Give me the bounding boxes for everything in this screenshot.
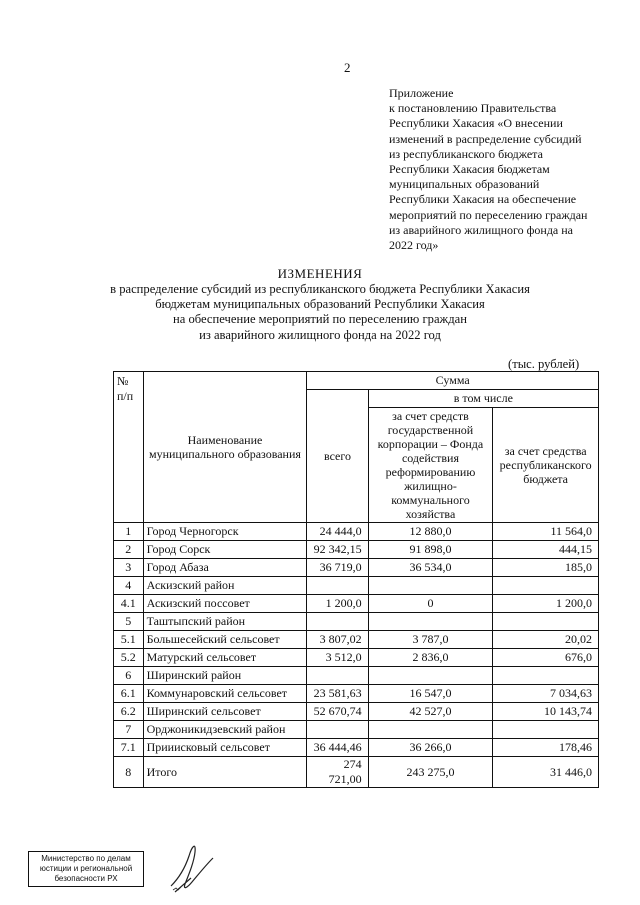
row-num: 2 [114, 541, 144, 559]
row-total [307, 613, 368, 631]
table-row [114, 631, 599, 649]
row-num: 4 [114, 577, 144, 595]
row-total: 36 444,46 [307, 739, 368, 757]
row-fond: 243 275,0 [368, 757, 493, 788]
table-row [114, 541, 599, 559]
row-fond [368, 721, 493, 739]
subsidy-table [113, 371, 599, 788]
table-row [114, 721, 599, 739]
row-name: Ширинский район [143, 667, 307, 685]
row-budget: 10 143,74 [493, 703, 599, 721]
table-row [114, 667, 599, 685]
table-row [114, 523, 599, 541]
row-fond: 42 527,0 [368, 703, 493, 721]
row-budget [493, 721, 599, 739]
document-title: ИЗМЕНЕНИЯ [277, 266, 363, 281]
row-total: 36 719,0 [307, 559, 368, 577]
page-number: 2 [344, 60, 351, 75]
header-sum: Сумма [307, 372, 599, 390]
units-label: (тыс. рублей) [508, 357, 580, 371]
row-fond [368, 577, 493, 595]
table-row [114, 739, 599, 757]
signature-mark [165, 838, 245, 896]
row-total: 1 200,0 [307, 595, 368, 613]
header-budget: за счет средства республиканского бюджета [493, 408, 599, 523]
row-name: Итого [143, 757, 307, 788]
row-num: 5.1 [114, 631, 144, 649]
row-total: 3 512,0 [307, 649, 368, 667]
row-fond: 3 787,0 [368, 631, 493, 649]
row-budget [493, 613, 599, 631]
row-total: 52 670,74 [307, 703, 368, 721]
row-budget: 31 446,0 [493, 757, 599, 788]
row-budget [493, 667, 599, 685]
header-fond: за счет средств государственной корпорации – Фонда содействия реформированию жилищно-коммунального хозяйства [368, 408, 493, 523]
row-num: 4.1 [114, 595, 144, 613]
row-fond: 36 534,0 [368, 559, 493, 577]
row-name: Город Сорск [143, 541, 307, 559]
table-row [114, 649, 599, 667]
row-num: 3 [114, 559, 144, 577]
row-num: 1 [114, 523, 144, 541]
row-budget: 1 200,0 [493, 595, 599, 613]
row-num: 5 [114, 613, 144, 631]
row-budget: 20,02 [493, 631, 599, 649]
row-fond: 2 836,0 [368, 649, 493, 667]
table-row [114, 613, 599, 631]
row-name: Прииисковый сельсовет [143, 739, 307, 757]
row-budget: 676,0 [493, 649, 599, 667]
row-total: 23 581,63 [307, 685, 368, 703]
row-fond: 36 266,0 [368, 739, 493, 757]
row-fond: 16 547,0 [368, 685, 493, 703]
row-total [307, 721, 368, 739]
row-name: Город Абаза [143, 559, 307, 577]
row-num: 7.1 [114, 739, 144, 757]
row-name: Город Черногорск [143, 523, 307, 541]
registration-stamp: Министерство по делам юстиции и региональной безопасности РХ [28, 851, 144, 887]
header-including: в том числе [368, 390, 598, 408]
row-name: Ширинский сельсовет [143, 703, 307, 721]
row-name: Таштыпский район [143, 613, 307, 631]
row-name: Аскизский поссовет [143, 595, 307, 613]
row-name: Большесейский сельсовет [143, 631, 307, 649]
row-total: 92 342,15 [307, 541, 368, 559]
row-name: Коммунаровский сельсовет [143, 685, 307, 703]
table-row [114, 559, 599, 577]
table-row [114, 703, 599, 721]
row-budget: 7 034,63 [493, 685, 599, 703]
table-row [114, 757, 599, 788]
row-fond: 0 [368, 595, 493, 613]
table-row [114, 577, 599, 595]
row-num: 6.1 [114, 685, 144, 703]
row-num: 5.2 [114, 649, 144, 667]
row-num: 8 [114, 757, 144, 788]
row-budget: 11 564,0 [493, 523, 599, 541]
document-subtitle: в распределение субсидий из республиканского бюджета Республики Хакасия бюджетам муниципальных образований Республики Хакасия на обеспечение мероприятий по переселению граждан из аварийного жилищного фонда на 2022 год [110, 282, 530, 342]
row-name: Аскизский район [143, 577, 307, 595]
header-total: всего [307, 390, 368, 523]
row-total: 274 721,00 [307, 757, 368, 788]
appendix-header: Приложение к постановлению Правительства Республики Хакасия «О внесении изменений в распределение субсидий из республиканского бюджета Республики Хакасия бюджетам муниципальных образований Республики Хакасия на обеспечение мероприятий по переселению граждан из аварийного жилищного фонда на 2022 год» [389, 86, 588, 253]
row-name: Матурский сельсовет [143, 649, 307, 667]
row-total: 24 444,0 [307, 523, 368, 541]
table-row [114, 685, 599, 703]
header-name: Наименование муниципального образования [143, 372, 307, 523]
row-fond: 12 880,0 [368, 523, 493, 541]
row-num: 6 [114, 667, 144, 685]
row-fond [368, 613, 493, 631]
row-total [307, 667, 368, 685]
row-name: Орджоникидзевский район [143, 721, 307, 739]
row-budget: 444,15 [493, 541, 599, 559]
row-fond: 91 898,0 [368, 541, 493, 559]
table-row [114, 595, 599, 613]
row-budget [493, 577, 599, 595]
row-budget: 178,46 [493, 739, 599, 757]
row-budget: 185,0 [493, 559, 599, 577]
row-total: 3 807,02 [307, 631, 368, 649]
row-total [307, 577, 368, 595]
row-num: 7 [114, 721, 144, 739]
row-fond [368, 667, 493, 685]
row-num: 6.2 [114, 703, 144, 721]
header-num: № п/п [114, 372, 144, 523]
